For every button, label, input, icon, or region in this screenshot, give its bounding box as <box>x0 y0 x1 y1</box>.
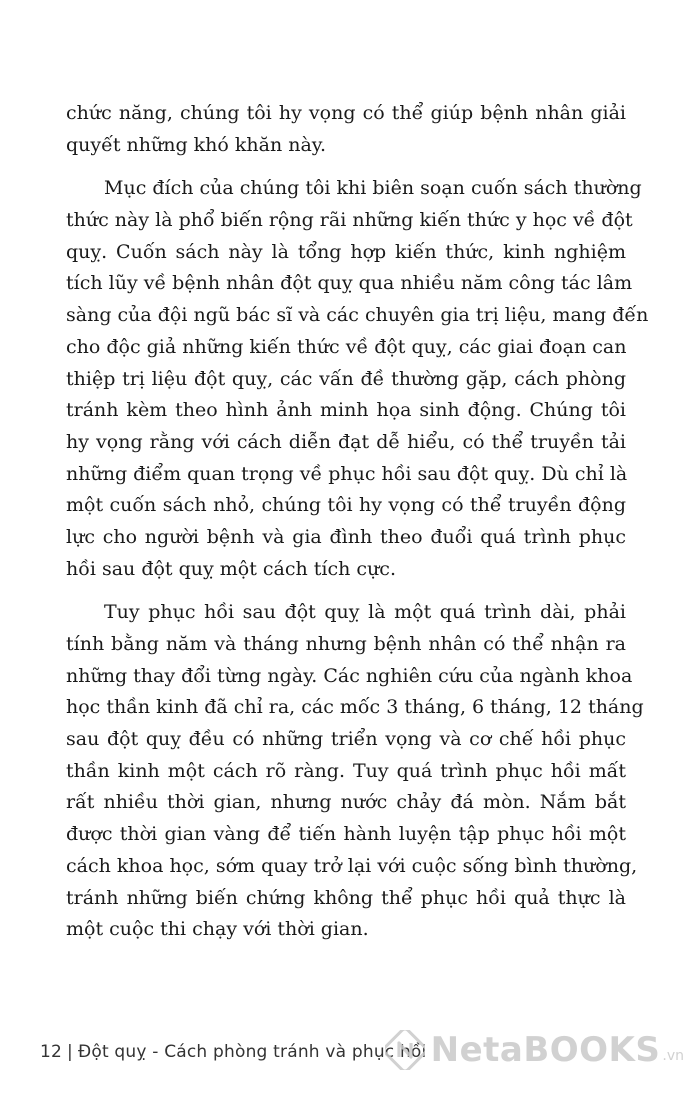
text-line: quyết những khó khăn này. <box>66 133 327 156</box>
text-line: lực cho người bệnh và gia đình theo đuổi quá trình phục <box>66 525 626 548</box>
text-line: tích lũy về bệnh nhân đột quỵ qua nhiều năm công tác lâm <box>66 272 633 295</box>
body-text <box>66 98 649 946</box>
running-title: Đột quỵ - Cách phòng tránh và phục hồi <box>77 1042 427 1062</box>
text-line: cách khoa học, sớm quay trở lại với cuộc sống bình thường, <box>66 854 638 877</box>
text-line: học thần kinh đã chỉ ra, các mốc 3 tháng, 6 tháng, 12 tháng <box>66 696 644 719</box>
text-line: rất nhiều thời gian, nhưng nước chảy đá mòn. Nắm bắt <box>66 791 626 814</box>
footer-separator: | <box>67 1042 73 1062</box>
text-line: sau đột quỵ đều có những triển vọng và cơ chế hồi phục <box>66 728 626 751</box>
text-line: một cuộc thi chạy với thời gian. <box>66 918 369 941</box>
text-line: Mục đích của chúng tôi khi biên soạn cuốn sách thường <box>104 177 642 200</box>
text-line: thần kinh một cách rõ ràng. Tuy quá trình phục hồi mất <box>66 759 626 782</box>
text-line: cho độc giả những kiến thức về đột quỵ, các giai đoạn can <box>66 335 627 358</box>
text-line: những thay đổi từng ngày. Các nghiên cứu của ngành khoa <box>66 664 633 687</box>
paragraph <box>66 98 626 161</box>
text-line: được thời gian vàng để tiến hành luyện tập phục hồi một <box>66 823 626 846</box>
text-line: hy vọng rằng với cách diễn đạt dễ hiểu, có thể truyền tải <box>66 430 626 453</box>
text-line: chức năng, chúng tôi hy vọng có thể giúp bệnh nhân giải <box>66 102 626 124</box>
text-line: tránh kèm theo hình ảnh minh họa sinh động. Chúng tôi <box>66 399 626 422</box>
text-line: tính bằng năm và tháng nhưng bệnh nhân có thể nhận ra <box>66 633 626 655</box>
watermark <box>385 1030 684 1070</box>
page-footer <box>40 1042 426 1062</box>
paragraph-gap <box>66 585 626 597</box>
text-line: một cuốn sách nhỏ, chúng tôi hy vọng có thể truyền động <box>66 494 626 517</box>
paragraph <box>66 597 644 946</box>
watermark-suffix: .vn <box>662 1048 684 1064</box>
text-line: thiệp trị liệu đột quỵ, các vấn đề thường gặp, cách phòng <box>66 367 626 390</box>
text-line: thức này là phổ biến rộng rãi những kiến thức y học về đột <box>66 209 633 232</box>
netabooks-logo-icon <box>385 1030 425 1070</box>
paragraph-gap <box>66 161 626 173</box>
text-line: Tuy phục hồi sau đột quỵ là một quá trình dài, phải <box>104 601 626 624</box>
page-number: 12 <box>40 1042 63 1062</box>
text-line: những điểm quan trọng về phục hồi sau đột quỵ. Dù chỉ là <box>66 462 628 485</box>
text-line: hồi sau đột quỵ một cách tích cực. <box>66 557 396 580</box>
text-line: tránh những biến chứng không thể phục hồi quả thực là <box>66 886 626 909</box>
watermark-text: NetaBOOKS <box>430 1030 661 1070</box>
paragraph <box>66 173 649 585</box>
text-line: sàng của đội ngũ bác sĩ và các chuyên gia trị liệu, mang đến <box>66 304 649 327</box>
text-line: quỵ. Cuốn sách này là tổng hợp kiến thức, kinh nghiệm <box>66 240 626 263</box>
